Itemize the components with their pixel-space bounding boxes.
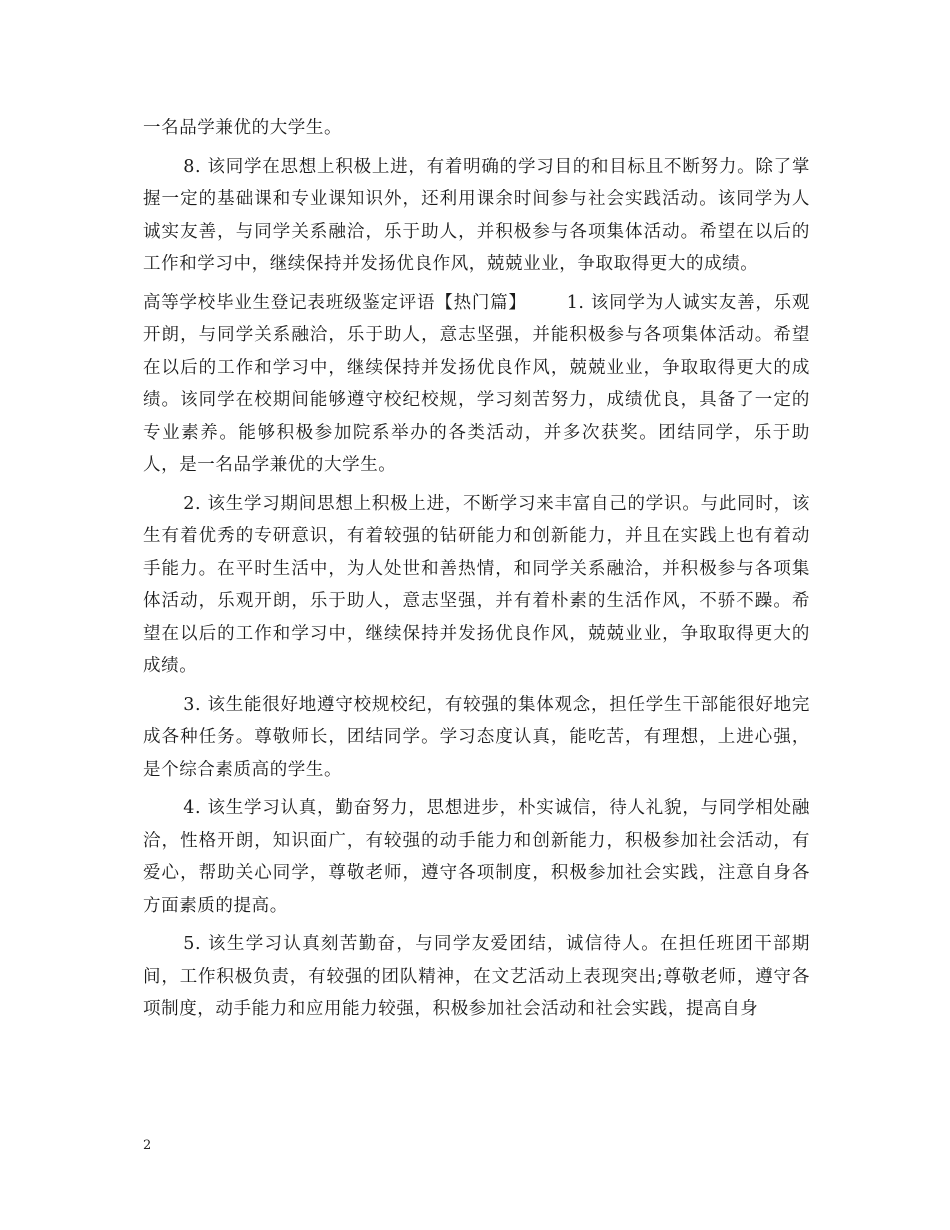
- paragraph-item-3: 3. 该生能很好地遵守校规校纪，有较强的集体观念，担任学生干部能很好地完成各种任务。尊敬师长，团结同学。学习态度认真，能吃苦，有理想，上进心强，是个综合素质高的学生。: [143, 694, 810, 780]
- section-heading-title: 高等学校毕业生登记表班级鉴定评语【热门篇】: [143, 292, 527, 313]
- paragraph-item-4: 4. 该生学习认真，勤奋努力，思想进步，朴实诚信，待人礼貌，与同学相处融洽，性格开朗，知识面广，有较强的动手能力和创新能力，积极参加社会活动，有爱心，帮助关心同学，尊敬老师，遵守各项制度，积极参加社会实践，注意自身各方面素质的提高。: [143, 798, 810, 916]
- paragraph-item-2: 2. 该生学习期间思想上积极上进，不断学习来丰富自己的学识。与此同时，该生有着优秀的专研意识，有着较强的钻研能力和创新能力，并且在实践上也有着动手能力。在平时生活中，为人处世和善热情，和同学关系融洽，并积极参与各项集体活动，乐观开朗，乐于助人，意志坚强，并有着朴素的生活作风，不骄不躁。希望在以后的工作和学习中，继续保持并发扬优良作风，兢兢业业，争取取得更大的成绩。: [143, 493, 810, 676]
- paragraph-item-5: 5. 该生学习认真刻苦勤奋，与同学友爱团结，诚信待人。在担任班团干部期间，工作积极负责，有较强的团队精神，在文艺活动上表现突出;尊敬老师，遵守各项制度，动手能力和应用能力较强，积极参加社会活动和社会实践，提高自身: [143, 934, 810, 1019]
- paragraph-item-1: 1. 该同学为人诚实友善，乐观开朗，与同学关系融洽，乐于助人，意志坚强，并能积极参与各项集体活动。希望在以后的工作和学习中，继续保持并发扬优良作风，兢兢业业，争取取得更大的成绩。该同学在校期间能够遵守校纪校规，学习刻苦努力，成绩优良，具备了一定的专业素养。能够积极参加院系举办的各类活动，并多次获奖。团结同学，乐于助人，是一名品学兼优的大学生。: [143, 292, 810, 475]
- paragraph-item-8: 8. 该同学在思想上积极上进，有着明确的学习目的和目标且不断努力。除了掌握一定的基础课和专业课知识外，还利用课余时间参与社会实践活动。该同学为人诚实友善，与同学关系融洽，乐于助人，并积极参与各项集体活动。希望在以后的工作和学习中，继续保持并发扬优良作风，兢兢业业，争取取得更大的成绩。: [143, 156, 810, 274]
- paragraph-continuation: 一名品学兼优的大学生。: [143, 118, 343, 138]
- page-number: 2: [143, 1138, 152, 1153]
- document-body: [143, 112, 810, 1026]
- section-heading-paragraph: [143, 287, 810, 482]
